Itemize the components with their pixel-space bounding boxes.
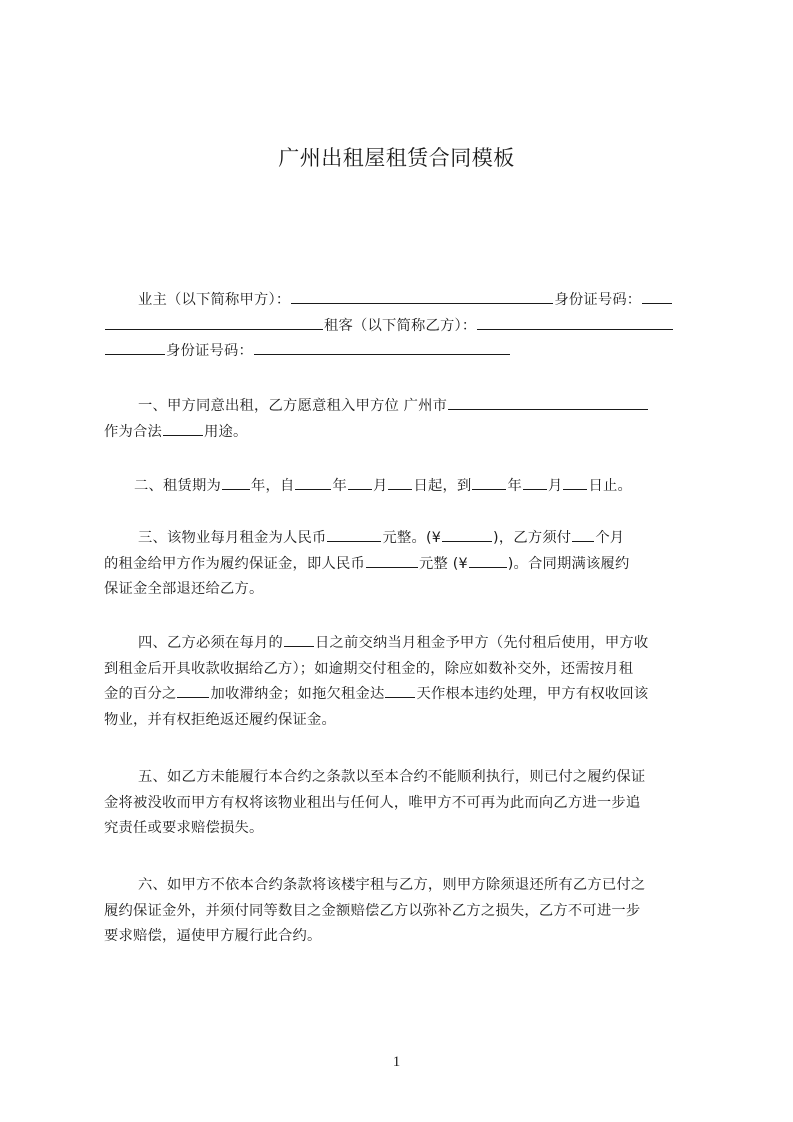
tenant-id-label: 身份证号码： — [166, 343, 253, 359]
clause-4-line-2 — [104, 657, 704, 683]
clause-6 — [104, 873, 704, 950]
clause-3-line-2 — [104, 552, 704, 578]
tenant-name-blank[interactable] — [477, 314, 673, 330]
clause-3-text-5: 的租金给甲方作为履约保证金，即人民币 — [104, 555, 365, 572]
clause-3-text-3: )，乙方须付 — [493, 530, 572, 546]
clause-3-text-8: 保证金全部退还给乙方。 — [104, 581, 264, 597]
clause-4-text-5: 加收滞纳金；如拖欠租金达 — [210, 686, 385, 702]
clause-4-text: 四、乙方必须在每月的 — [138, 635, 283, 651]
start-month-blank[interactable] — [348, 474, 372, 490]
deposit-months-blank[interactable] — [572, 526, 594, 542]
clause-4-text-7: 物业，并有权拒绝返还履约保证金。 — [104, 711, 336, 728]
page-number: 1 — [392, 1054, 401, 1070]
clause-4-line-4 — [104, 708, 704, 734]
clause-4-text-2: 日之前交纳当月租金予甲方（先付租后使用，甲方收 — [314, 635, 649, 651]
clause-6-line-3: 要求赔偿，逼使甲方履行此合约。 — [104, 928, 322, 944]
clause-6-line-2: 履约保证金外，并须付同等数目之金额赔偿乙方以弥补乙方之损失，乙方不可进一步 — [104, 902, 641, 919]
clause-1-line-2 — [104, 420, 704, 446]
start-year-blank[interactable] — [295, 474, 331, 490]
parties-line-3 — [104, 339, 704, 365]
clause-2-text-5: 日起，到 — [413, 478, 472, 494]
clause-5-line-1: 五、如乙方未能履行本合约之条款以至本合约不能顺利执行，则已付之履约保证 — [138, 769, 646, 785]
landlord-label: 业主（以下简称甲方）： — [138, 292, 291, 308]
parties-line-1 — [104, 288, 704, 314]
clause-3 — [104, 526, 704, 603]
clause-2-text-6: 年 — [507, 478, 522, 494]
tenant-label: 租客（以下简称乙方）： — [324, 317, 477, 334]
end-day-blank[interactable] — [563, 474, 587, 490]
clause-5 — [104, 765, 704, 842]
tenant-id-blank[interactable] — [254, 339, 510, 355]
clause-4-text-4: 金的百分之 — [104, 686, 177, 702]
overdue-days-blank[interactable] — [385, 682, 415, 698]
clause-2-line-1 — [104, 474, 704, 500]
clause-6-line-1: 六、如甲方不依本合约条款将该楼宇租与乙方，则甲方除须退还所有乙方已付之 — [138, 877, 646, 893]
landlord-name-blank[interactable] — [291, 288, 553, 304]
payment-day-blank[interactable] — [284, 631, 314, 647]
clause-4 — [104, 631, 704, 733]
landlord-id-label: 身份证号码： — [554, 292, 642, 308]
landlord-id-blank[interactable] — [642, 288, 672, 304]
end-year-blank[interactable] — [472, 474, 506, 490]
clause-2-text: 二、租赁期为 — [134, 478, 221, 494]
clause-2-text-8: 日止。 — [588, 478, 632, 494]
clause-3-text-4: 个月 — [595, 530, 625, 546]
monthly-rent-blank[interactable] — [327, 526, 381, 542]
clause-5-line-2: 金将被没收而甲方有权将该物业租出与任何人，唯甲方不可再为此而向乙方进一步追 — [104, 794, 641, 811]
clause-4-line-1 — [104, 631, 704, 657]
clause-4-line-3 — [104, 682, 704, 708]
start-day-blank[interactable] — [388, 474, 412, 490]
landlord-id-blank-cont[interactable] — [105, 314, 323, 330]
clause-1 — [104, 394, 704, 445]
clause-1-text-2: 作为合法 — [104, 423, 162, 440]
end-month-blank[interactable] — [523, 474, 547, 490]
clause-3-text-2: 元整。(¥ — [382, 530, 442, 546]
parties-section — [104, 288, 704, 365]
clause-5-line-3: 究责任或要求赔偿损失。 — [104, 820, 264, 836]
deposit-amount-blank[interactable] — [366, 552, 418, 568]
usage-blank[interactable] — [163, 420, 203, 436]
property-address-blank[interactable] — [448, 394, 648, 410]
tenant-name-blank-cont[interactable] — [105, 339, 165, 355]
deposit-figure-blank[interactable] — [469, 552, 507, 568]
late-fee-percent-blank[interactable] — [177, 682, 209, 698]
clause-1-text: 一、甲方同意出租，乙方愿意租入甲方位 广州市 — [138, 398, 448, 414]
clause-2-text-7: 月 — [547, 478, 563, 494]
clause-2-text-3: 年 — [332, 478, 347, 494]
clause-1-line-1 — [104, 394, 704, 420]
clause-2 — [104, 474, 704, 500]
clause-3-line-1 — [104, 526, 704, 552]
clause-2-text-2: 年，自 — [250, 478, 295, 494]
page-title: 广州出租屋租赁合同模板 — [278, 146, 515, 170]
clause-4-text-3: 到租金后开具收款收据给乙方）；如逾期交付租金的，除应如数补交外，还需按月租 — [104, 660, 634, 677]
clause-1-text-3: 用途。 — [204, 423, 248, 440]
clause-3-text: 三、该物业每月租金为人民币 — [138, 530, 327, 546]
parties-line-2 — [104, 314, 704, 340]
clause-2-text-4: 月 — [372, 478, 388, 494]
lease-years-blank[interactable] — [222, 474, 250, 490]
monthly-rent-figure-blank[interactable] — [442, 526, 492, 542]
clause-3-line-3 — [104, 577, 704, 603]
clause-4-text-6: 天作根本违约处理，甲方有权收回该 — [416, 686, 649, 702]
clause-3-text-6: 元整 (¥ — [418, 555, 468, 572]
clause-3-text-7: )。合同期满该履约 — [507, 555, 630, 572]
